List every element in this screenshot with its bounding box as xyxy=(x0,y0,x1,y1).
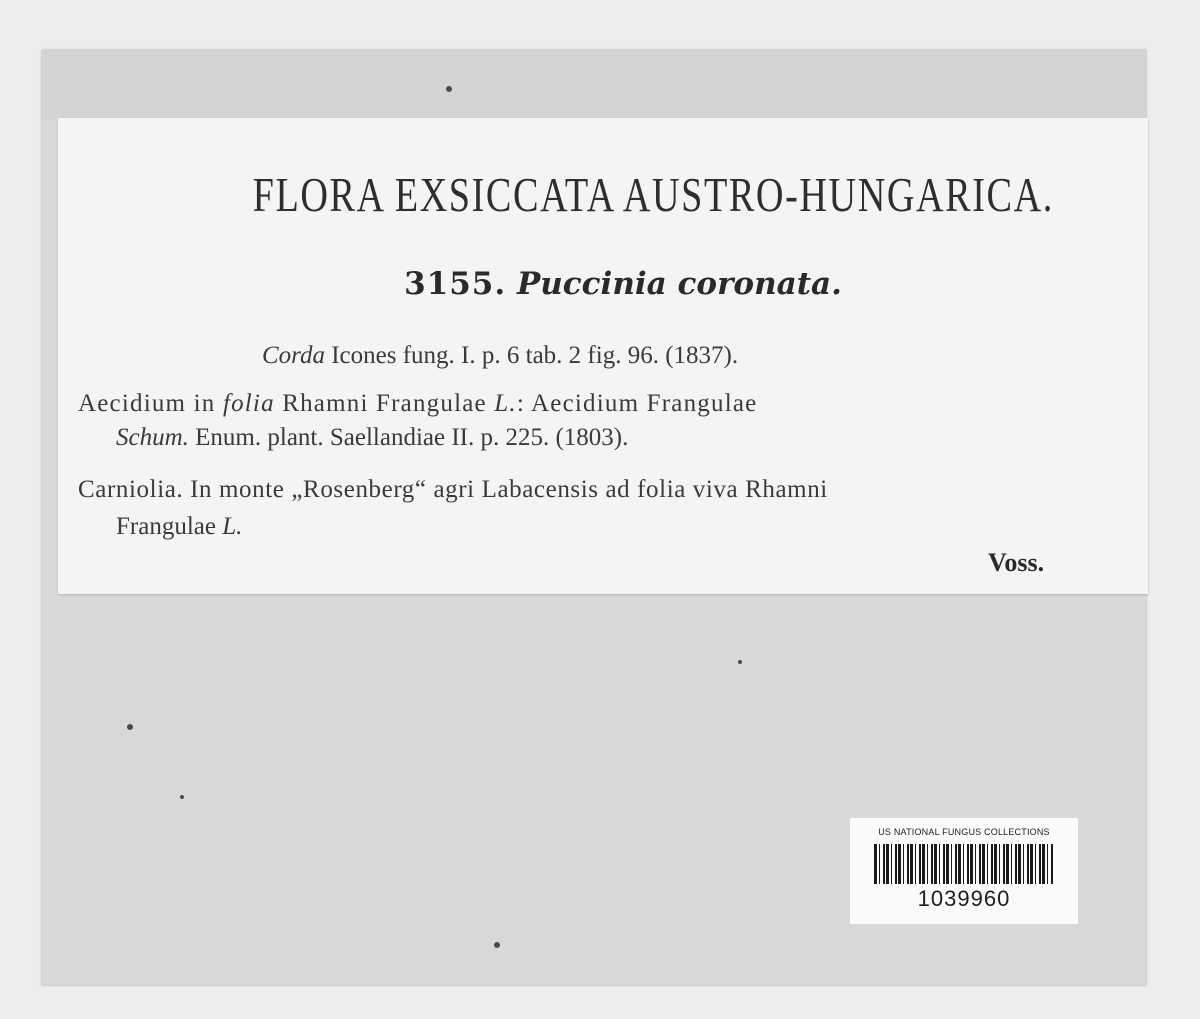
locality-line-2 xyxy=(116,513,242,541)
species-name: Puccinia coronata. xyxy=(516,266,842,302)
barcode-label xyxy=(850,818,1078,924)
synonym-author-abbrev: L. xyxy=(494,390,517,417)
synonym-author: Schum. xyxy=(116,424,189,451)
herbarium-label xyxy=(58,118,1148,594)
synonym-line-2 xyxy=(116,424,628,452)
synonym-text: Aecidium in xyxy=(78,390,216,417)
specimen-speck xyxy=(446,86,452,92)
species-heading xyxy=(58,266,1188,302)
synonym-folia: folia xyxy=(222,390,275,417)
locality-author-abbrev: L. xyxy=(222,513,243,540)
synonym-line-1 xyxy=(78,390,757,418)
specimen-speck xyxy=(127,724,133,730)
barcode-institution: US NATIONAL FUNGUS COLLECTIONS xyxy=(878,827,1050,837)
reference-line xyxy=(262,342,738,370)
barcode-number: 1039960 xyxy=(917,886,1011,911)
packet-flap xyxy=(42,50,1146,120)
locality-line-1: Carniolia. In monte „Rosenberg“ agri Labacensis ad folia viva Rhamni xyxy=(78,476,828,503)
specimen-speck xyxy=(738,660,742,664)
locality-host: Frangulae xyxy=(116,513,216,540)
specimen-speck xyxy=(494,942,500,948)
collector-name: Voss. xyxy=(988,548,1045,577)
reference-author: Corda xyxy=(262,342,325,369)
synonym-citation: Enum. plant. Saellandiae II. p. 225. (1803). xyxy=(195,424,629,451)
barcode-icon xyxy=(874,844,1054,884)
specimen-speck xyxy=(180,795,184,799)
synonym-host: Rhamni Frangulae xyxy=(282,390,487,417)
reference-text: Icones fung. I. p. 6 tab. 2 fig. 96. (1837). xyxy=(331,342,739,369)
label-title: FLORA EXSICCATA AUSTRO-HUNGARICA. xyxy=(252,167,1054,222)
species-number: 3155. xyxy=(404,266,507,302)
synonym-name: : Aecidium Frangulae xyxy=(516,390,758,417)
